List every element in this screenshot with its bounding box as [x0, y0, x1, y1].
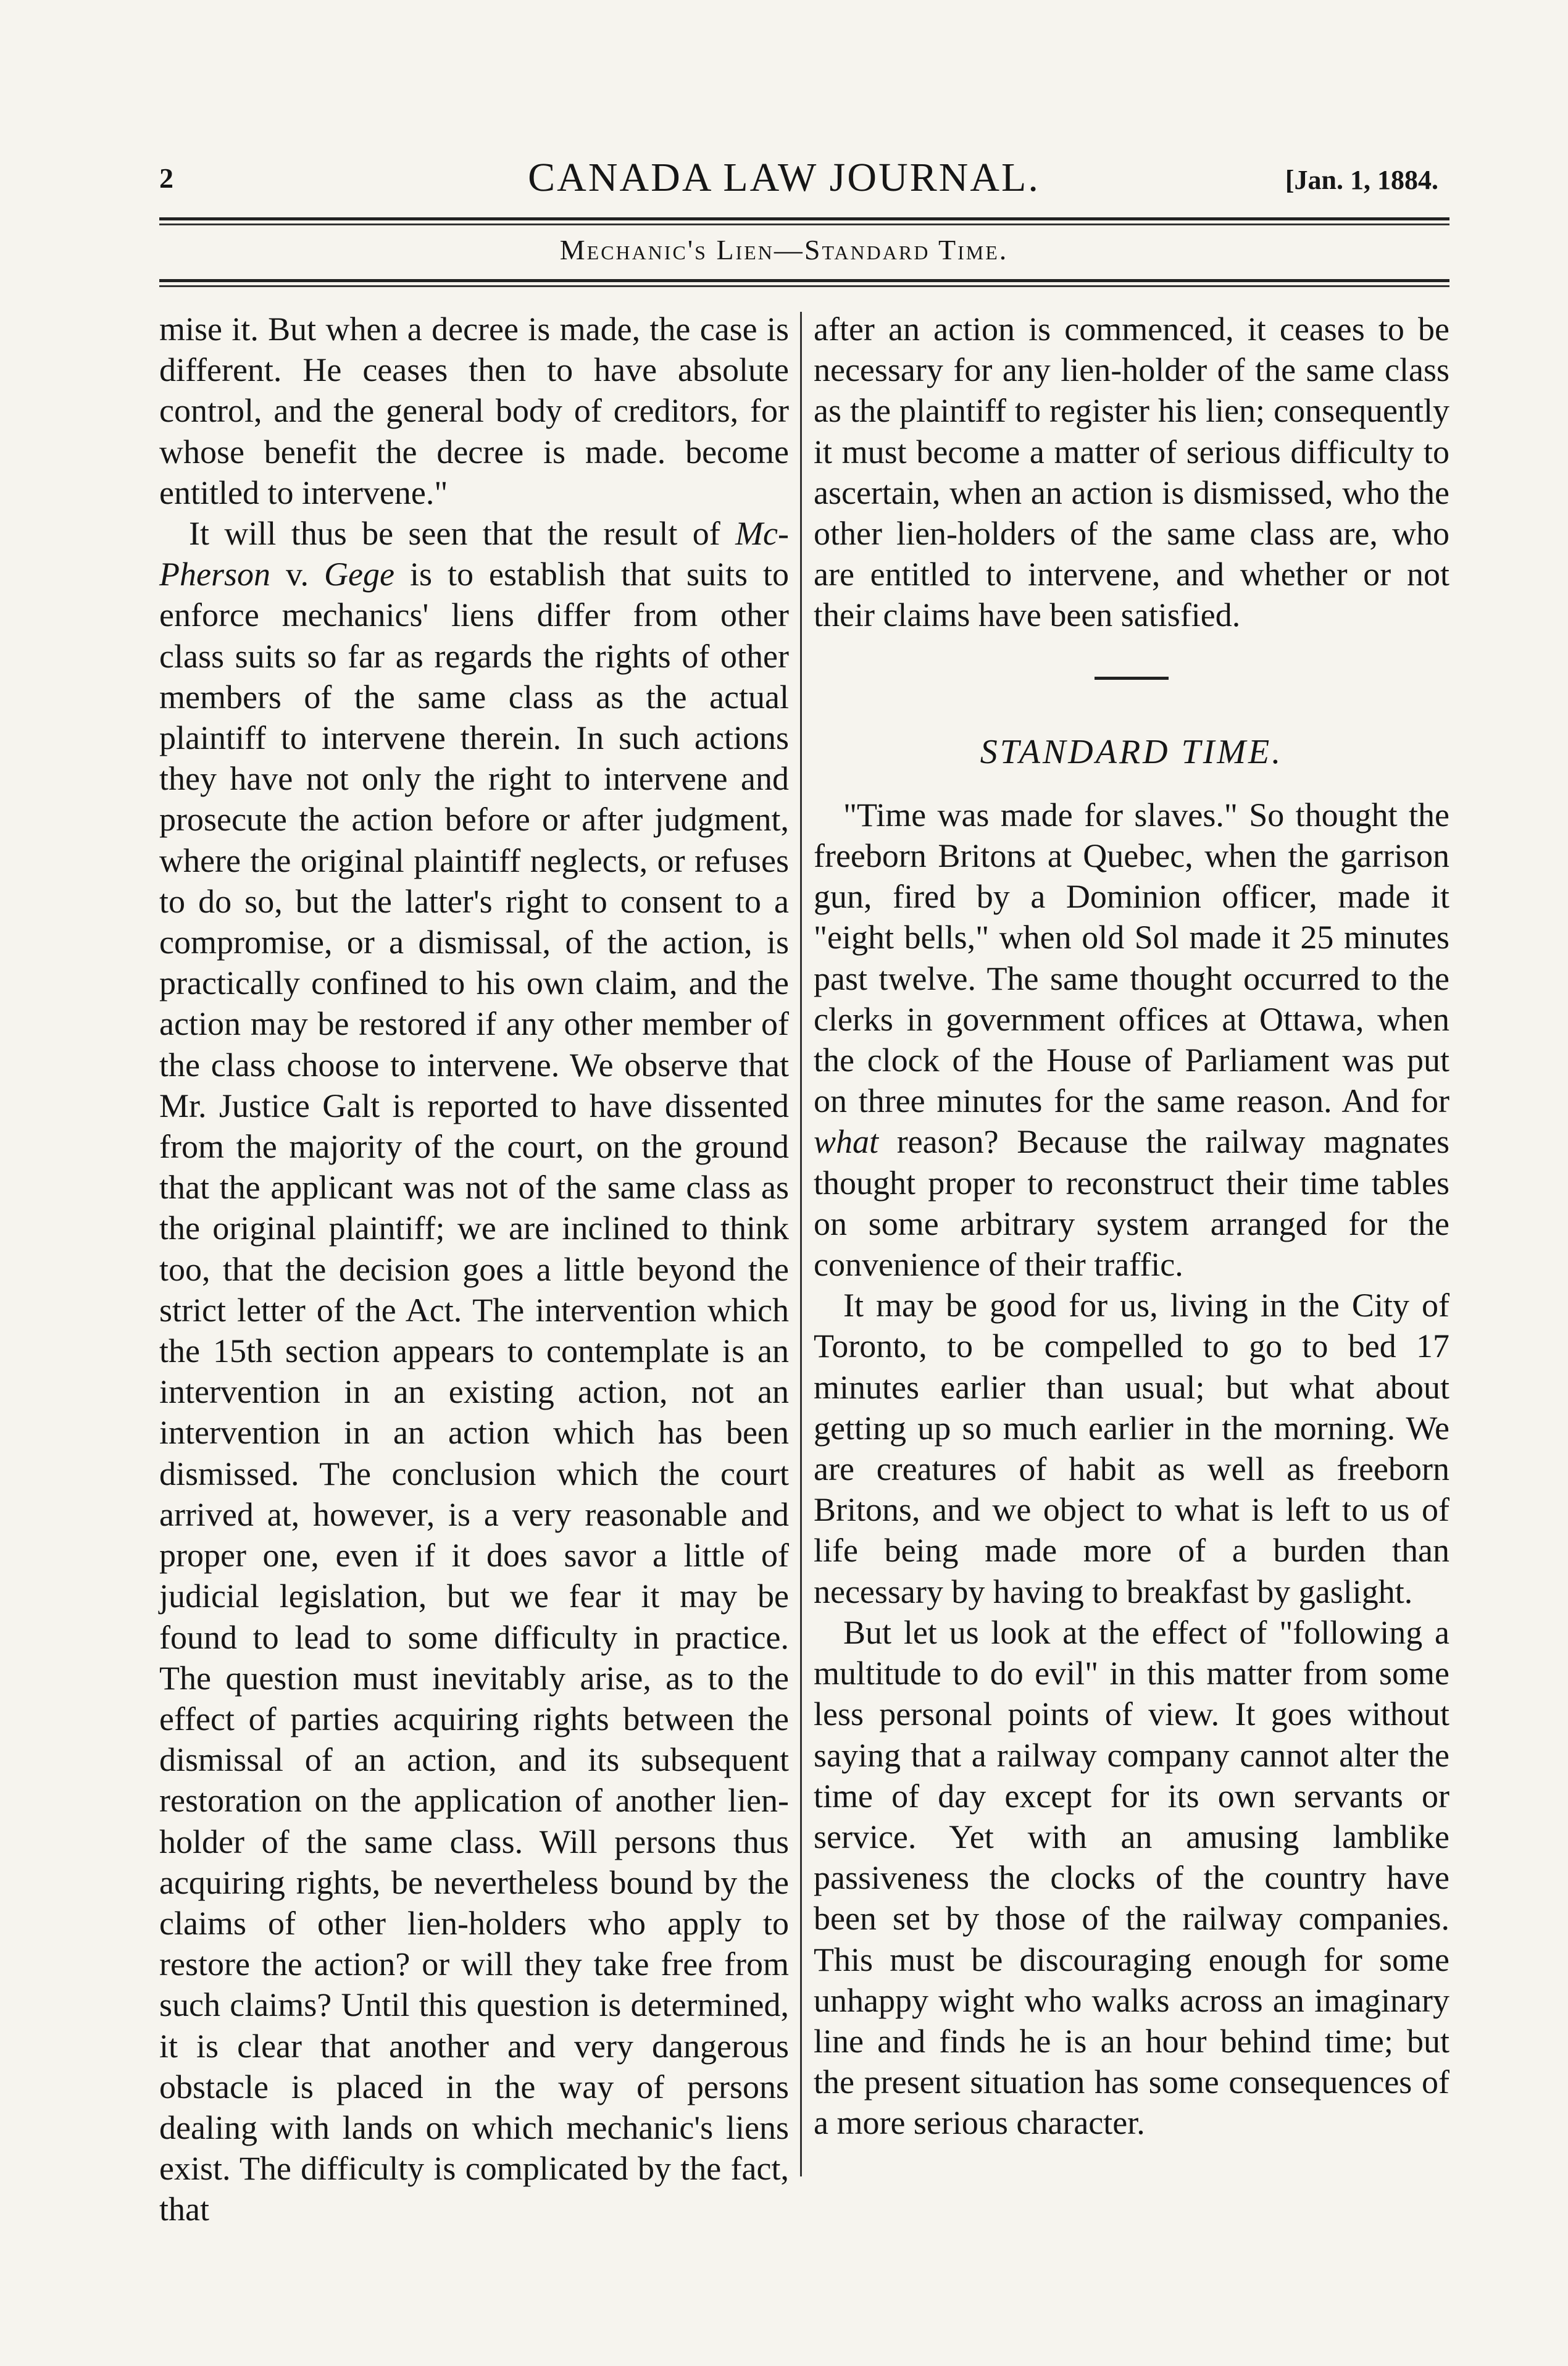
- right-column: [814, 309, 1449, 2144]
- left-paragraph-2: [159, 513, 789, 2230]
- section-title: Mechanic's Lien—Standard Time.: [559, 234, 1009, 265]
- right-paragraph-1: after an action is commenced, it ceases to be necessary for any lien-holder of the same class as the plaintiff to register his lien; consequently it must become a matter of serious difficulty to ascertain, when an action is dismissed, who the other lien-holders of the same class are, who are entitled to intervene, and whether or not their claims have been satisfied.: [814, 311, 1449, 634]
- right-paragraph-3: It may be good for us, living in the City of Toronto, to be compelled to go to bed 17 minutes earlier than usual; but what about getting up so much earlier in the morning. We are creatures of habit as well as freeborn Britons, and we object to what is left to us of life being made more of a burden than necessary by having to breakfast by gaslight.: [814, 1287, 1449, 1610]
- header-rule-top: [159, 217, 1449, 220]
- section-separator-rule: [1095, 677, 1169, 680]
- right-paragraph-2: [814, 795, 1449, 1285]
- left-paragraph-1: mise it. But when a decree is made, the case is different. He ceases then to have absolute control, and the general body of creditors, for whose benefit the decree is made. become entitled to intervene.": [159, 311, 789, 511]
- header-rule-top-2: [159, 224, 1449, 225]
- emphasis-what: what: [814, 1123, 879, 1161]
- right-paragraph-2-text-a: "Time was made for slaves." So thought the freeborn Britons at Quebec, when the garrison gun, fired by a Dominion officer, made it "eight bells," when old Sol made it 25 minutes past twelve. The same thought occurred to the clerks in government offices at Ottawa, when the clock of the House of Parliament was put on three minutes for the same reason. And for: [814, 796, 1449, 1120]
- left-paragraph-2-text-a: It will thus be seen that the result of: [189, 515, 736, 553]
- right-paragraph-4: But let us look at the effect of "following a multitude to do evil" in this matter from some less personal points of view. It goes without saying that a railway company cannot alter the time of day except for its own servants or service. Yet with an amusing lamblike passiveness the clocks of the country have been set by those of the railway companies. This must be discouraging enough for some unhappy wight who walks across an imaginary line and finds he is an hour behind time; but the present situation has some consequences of a more serious character.: [814, 1613, 1449, 2142]
- journal-title: CANADA LAW JOURNAL.: [528, 155, 1040, 200]
- issue-date: [Jan. 1, 1884.: [1285, 165, 1438, 195]
- standard-time-heading: STANDARD TIME.: [980, 732, 1283, 771]
- versus-text: v.: [270, 556, 324, 593]
- left-column: [159, 309, 789, 2230]
- case-name-mcpherson: Mc-Pherson: [159, 515, 789, 593]
- column-divider: [800, 312, 802, 2176]
- left-paragraph-2-text-b: is to establish that suits to enforce mechanics' liens differ from other class suits so far as regards the rights of other members of the same class as the actual plaintiff to intervene therein. In such actions they have not only the right to intervene and prosecute the action before or after judgment, where the original plaintiff neglects, or refuses to do so, but the latter's right to consent to a compromise, or a dismissal, of the action, is practically confined to his own claim, and the action may be restored if any other member of the class choose to intervene. We observe that Mr. Justice Galt is reported to have dissented from the majority of the court, on the ground that the applicant was not of the same class as the original plaintiff; we are inclined to think too, that the decision goes a little beyond the strict letter of the Act. The intervention which the 15th section appears to contemplate is an intervention in an existing action, not an intervention in an action which has been dismissed. The conclusion which the court arrived at, however, is a very reasonable and proper one, even if it does savor a little of judicial legislation, but we fear it may be found to lead to some difficulty in practice. The question must inevitably arise, as to the effect of parties acquiring rights between the dismissal of an action, and its subsequent restoration on the application of another lien-holder of the same class. Will persons thus acquiring rights, be nevertheless bound by the claims of other lien-holders who apply to restore the action? or will they take free from such claims? Until this question is determined, it is clear that another and very dangerous obstacle is placed in the way of persons dealing with lands on which mechanic's liens exist. The difficulty is complicated by the fact, that: [159, 556, 789, 2228]
- header-rule-bottom-2: [159, 285, 1449, 287]
- case-name-gege: Gege: [324, 556, 394, 593]
- page-number: 2: [159, 162, 173, 194]
- right-paragraph-2-text-b: reason? Because the railway magnates thought proper to reconstruct their time tables on some arbitrary system arranged for the convenience of their traffic.: [814, 1123, 1449, 1284]
- header-rule-bottom: [159, 279, 1449, 282]
